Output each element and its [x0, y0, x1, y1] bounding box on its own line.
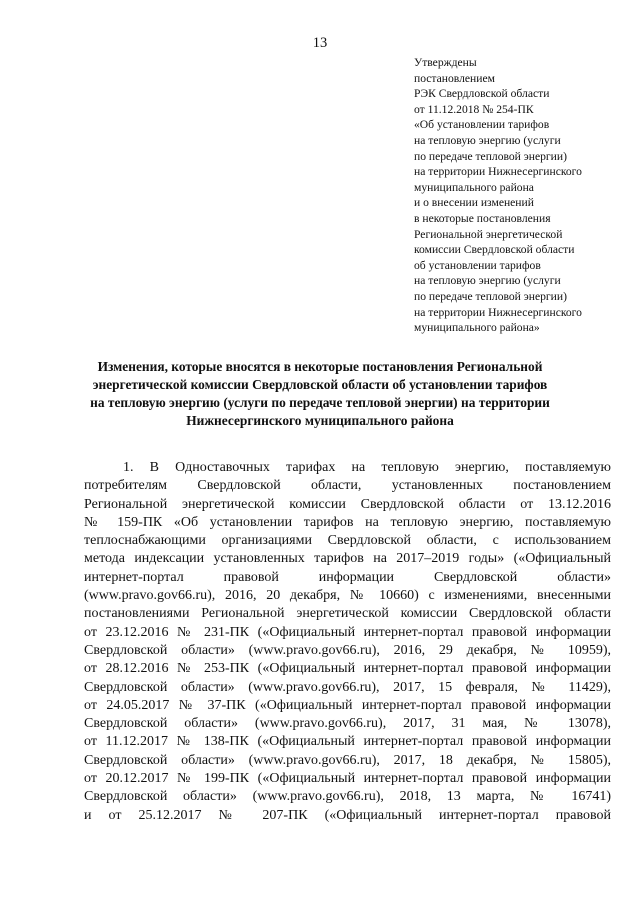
body-line: от 23.12.2016 № 231-ПК («Официальный интернет-портал правовой информации — [84, 624, 611, 640]
approval-line: на территории Нижнесергинского — [414, 305, 582, 319]
body-line: Свердловской области» (www.pravo.gov66.ru), 2018, 13 марта, № 16741) — [84, 789, 611, 805]
body-line: от 24.05.2017 № 37-ПК («Официальный интернет-портал правовой информации — [84, 697, 611, 713]
approval-line: муниципального района — [414, 180, 534, 194]
body-line: (www.pravo.gov66.ru), 2016, 20 декабря, № 10660) с изменениями, внесенными — [84, 588, 611, 604]
approval-line: комиссии Свердловской области — [414, 243, 575, 257]
heading-line: на тепловую энергию (услуги по передаче тепловой энергии) на территории — [90, 395, 550, 410]
approval-line: на территории Нижнесергинского — [414, 165, 582, 179]
body-line: и от 25.12.2017 № 207-ПК («Официальный интернет-портал правовой — [84, 807, 611, 823]
body-line: от 20.12.2017 № 199-ПК («Официальный интернет-портал правовой информации — [84, 771, 611, 787]
approval-line: постановлением — [414, 71, 495, 85]
approval-line: по передаче тепловой энергии) — [414, 289, 567, 303]
body-line: потребителям Свердловской области, установленных постановлением — [84, 478, 611, 494]
body-line: 1. В Одноставочных тарифах на тепловую энергию, поставляемую — [123, 460, 611, 475]
approval-line: муниципального района» — [414, 321, 540, 335]
body-line: интернет-портал правовой информации Свердловской области» — [84, 569, 611, 585]
body-line: Свердловской области» (www.pravo.gov66.ru), 2017, 31 мая, № 13078), — [84, 716, 611, 732]
approval-block — [414, 55, 634, 336]
body-line: от 28.12.2016 № 253-ПК («Официальный интернет-портал правовой информации — [84, 661, 611, 677]
approval-line: об установлении тарифов — [414, 258, 541, 272]
approval-line: РЭК Свердловской области — [414, 87, 550, 101]
heading-line: Нижнесергинского муниципального района — [186, 413, 454, 428]
approval-line: от 11.12.2018 № 254-ПК — [414, 102, 534, 116]
approval-line: в некоторые постановления — [414, 211, 551, 225]
approval-line: «Об установлении тарифов — [414, 118, 550, 132]
approval-line: на тепловую энергию (услуги — [414, 133, 561, 147]
approval-line: Региональной энергетической — [414, 227, 563, 241]
approval-line: и о внесении изменений — [414, 196, 534, 210]
document-heading — [80, 358, 560, 430]
approval-line: по передаче тепловой энергии) — [414, 149, 567, 163]
body-line: от 11.12.2017 № 138-ПК («Официальный интернет-портал правовой информации — [84, 734, 611, 750]
body-line: № 159-ПК «Об установлении тарифов на тепловую энергию, поставляемую — [84, 514, 611, 530]
body-line: Свердловской области» (www.pravo.gov66.ru), 2016, 29 декабря, № 10959), — [84, 642, 611, 658]
body-line: постановлениями Региональной энергетической комиссии Свердловской области — [84, 606, 611, 622]
body-line: Региональной энергетической комиссии Свердловской области от 13.12.2016 — [84, 496, 611, 512]
approval-line: на тепловую энергию (услуги — [414, 274, 561, 288]
page-number: 13 — [312, 35, 328, 51]
body-line: метода индексации установленных тарифов на 2017–2019 годы» («Официальный — [84, 551, 611, 567]
body-line: Свердловской области» (www.pravo.gov66.ru), 2017, 15 февраля, № 11429), — [84, 679, 611, 695]
body-line: Свердловской области» (www.pravo.gov66.ru), 2017, 18 декабря, № 15805), — [84, 752, 611, 768]
heading-line: энергетической комиссии Свердловской области об установлении тарифов — [92, 377, 548, 392]
body-paragraph — [84, 459, 611, 825]
body-line: теплоснабжающими организациями Свердловской области, с использованием — [84, 533, 611, 549]
approval-line: Утверждены — [414, 56, 477, 69]
heading-line: Изменения, которые вносятся в некоторые постановления Региональной — [97, 359, 543, 374]
